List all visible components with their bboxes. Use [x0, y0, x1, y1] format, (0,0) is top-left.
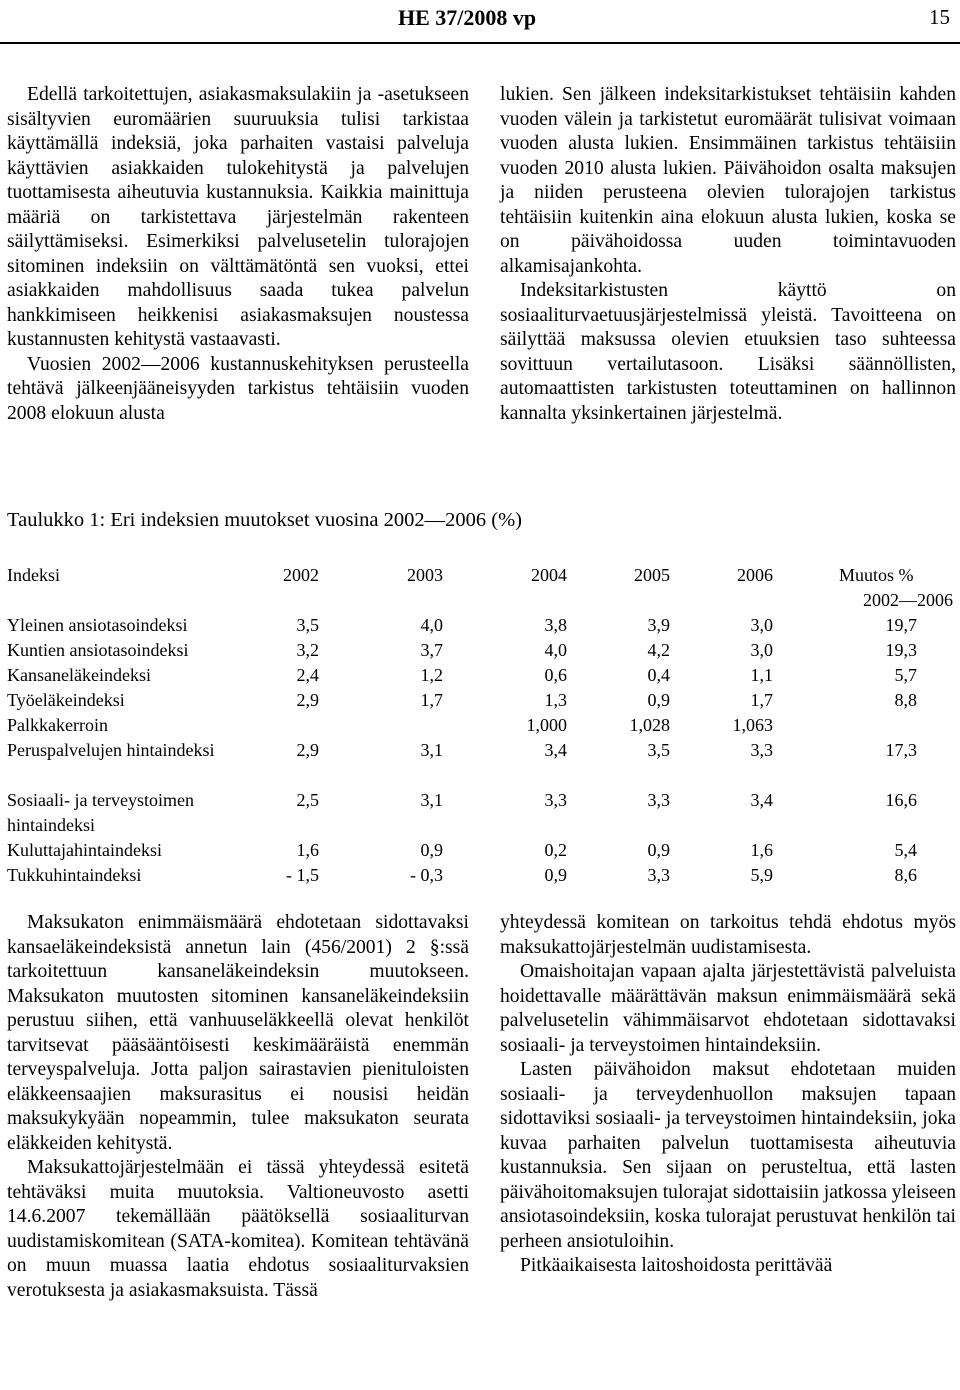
row-label: Peruspalvelujen hintaindeksi: [7, 740, 215, 760]
cell-2003: 3,7: [420, 640, 443, 660]
cell-2003: 3,1: [420, 740, 443, 760]
header-2003: 2003: [407, 565, 443, 585]
document-title: HE 37/2008 vp: [398, 5, 537, 30]
cell-2004: 1,000: [526, 715, 567, 735]
cell-2005: 0,9: [647, 690, 670, 710]
table-row: [7, 736, 955, 786]
cell-2004: 3,4: [544, 740, 567, 760]
cell-2006: 1,6: [750, 840, 773, 860]
cell-2006: 1,1: [750, 665, 773, 685]
index-table: [7, 561, 955, 886]
cell-muutos: 5,7: [894, 665, 917, 685]
row-label: Tukkuhintaindeksi: [7, 865, 142, 885]
table-row: [7, 836, 955, 861]
row-label: Yleinen ansiotasoindeksi: [7, 615, 188, 635]
table-row: [7, 786, 955, 836]
header-2004: 2004: [531, 565, 567, 585]
paragraph: Vuosien 2002—2006 kustannuskehityksen perusteella tehtävä jälkeenjääneisyyden tarkistus tehtäisiin vuoden 2008 elokuun alusta: [7, 353, 469, 424]
cell-2002: 2,4: [296, 665, 319, 685]
header-muutos-label: Muutos %: [839, 565, 914, 585]
header-2002: 2002: [283, 565, 319, 585]
row-label: Kansaneläkeindeksi: [7, 665, 151, 685]
cell-2003: 1,2: [420, 665, 443, 685]
cell-2002: - 1,5: [286, 865, 319, 885]
cell-2004: 4,0: [544, 640, 567, 660]
cell-muutos: 5,4: [894, 840, 917, 860]
table-row: [7, 686, 955, 711]
cell-2004: 3,3: [544, 790, 567, 810]
paragraph: lukien. Sen jälkeen indeksitarkistukset tehtäisiin kahden vuoden välein ja tarkistetut euromäärät tulisivat voimaan vuoden alusta lukien. Ensimmäinen tarkistus tehtäisiin vuoden 2010 alusta lukien. Päivähoidon osalta maksujen ja niiden perusteena olevien tulorajojen tarkistus tehtäisiin kuitenkin aina elokuun alusta lukien, koska se on päivähoidossa uuden toimintavuoden alkamisajankohta.: [500, 84, 956, 277]
cell-muutos: 17,3: [885, 740, 917, 760]
cell-2004: 1,3: [544, 690, 567, 710]
top-right-column: [500, 83, 956, 426]
cell-2002: 2,9: [296, 740, 319, 760]
table-row: [7, 636, 955, 661]
page-header: [0, 0, 960, 44]
paragraph: Indeksitarkistusten käyttö on sosiaaliturvaetuusjärjestelmissä yleistä. Tavoitteena on säilyttää maksussa olevien etuuksien taso suhteessa sovittuun vertailutasoon. Lisäksi säännöllisten, automaattisten tarkistusten toteuttaminen on hallinnon kannalta yksinkertainen järjestelmä.: [500, 280, 956, 424]
cell-2006: 1,7: [750, 690, 773, 710]
header-muutos: [839, 563, 955, 613]
cell-2002: 2,9: [296, 690, 319, 710]
cell-2003: 4,0: [420, 615, 443, 635]
cell-muutos: 8,6: [894, 865, 917, 885]
cell-muutos: 19,3: [885, 640, 917, 660]
table-row: [7, 661, 955, 686]
row-label: Palkkakerroin: [7, 715, 108, 735]
table-row: [7, 611, 955, 636]
top-left-column: [7, 83, 469, 426]
cell-2006: 3,4: [750, 790, 773, 810]
bottom-right-column: [500, 911, 956, 1279]
cell-2006: 3,0: [750, 615, 773, 635]
cell-2006: 1,063: [732, 715, 773, 735]
cell-2003: 0,9: [420, 840, 443, 860]
table-header-row: [7, 561, 955, 611]
cell-2004: 0,9: [544, 865, 567, 885]
cell-muutos: 19,7: [885, 615, 917, 635]
cell-2005: 0,4: [647, 665, 670, 685]
header-muutos-period: 2002—2006: [863, 590, 953, 610]
cell-2002: 3,5: [296, 615, 319, 635]
cell-2005: 4,2: [647, 640, 670, 660]
paragraph: Maksukaton enimmäismäärä ehdotetaan sidottavaksi kansaeläkeindeksistä annetun lain (456/2001) 2 §:ssä tarkoitettuun kansaneläkeindeksin muutokseen. Maksukaton muutosten sitominen kansaneläkeindeksiin perustuu siihen, että vanhuuseläkkeellä olevat henkilöt tarvitsevat pääsääntöisesti keskimääräistä enemmän terveyspalveluja. Jotta paljon sairastavien pienituloisten eläkkeensaajien maksurasitus ei nousisi heidän maksukykyään nopeammin, tulee maksukaton seurata eläkkeiden kehitystä.: [7, 912, 469, 1154]
page-number: 15: [929, 5, 950, 29]
paragraph: yhteydessä komitean on tarkoitus tehdä ehdotus myös maksukattojärjestelmän uudistamisesta.: [500, 912, 956, 958]
cell-2005: 3,5: [647, 740, 670, 760]
paragraph: Maksukattojärjestelmään ei tässä yhteydessä esitetä tehtäväksi muita muutoksia. Valtioneuvosto asetti 14.6.2007 tekemällään päätöksellä sosiaaliturvan uudistamiskomitean (SATA-komitea). Komitean tehtävänä on muun muassa laatia ehdotus sosiaaliturvaksien verotuksesta ja asiakasmaksuista. Tässä: [7, 1157, 469, 1301]
paragraph: Omaishoitajan vapaan ajalta järjestettävistä palveluista hoidettavalle määrättävän maksun enimmäismäärä sekä palvelusetelin vähimmäisarvot ehdotetaan sidottavaksi sosiaali- ja terveystoimen hintaindeksiin.: [500, 961, 956, 1056]
cell-2003: 3,1: [420, 790, 443, 810]
header-2005: 2005: [634, 565, 670, 585]
cell-2004: 0,2: [544, 840, 567, 860]
table-row: [7, 861, 955, 886]
cell-2003: - 0,3: [410, 865, 443, 885]
cell-2006: 3,0: [750, 640, 773, 660]
cell-2006: 5,9: [750, 865, 773, 885]
cell-2006: 3,3: [750, 740, 773, 760]
cell-2004: 0,6: [544, 665, 567, 685]
row-label: Työeläkeindeksi: [7, 690, 125, 710]
cell-2002: 3,2: [296, 640, 319, 660]
paragraph: Pitkäaikaisesta laitoshoidosta perittävää: [520, 1255, 833, 1276]
cell-muutos: 8,8: [894, 690, 917, 710]
cell-2005: 3,3: [647, 790, 670, 810]
table-row: [7, 711, 955, 736]
header-2006: 2006: [737, 565, 773, 585]
cell-2003: 1,7: [420, 690, 443, 710]
cell-2002: 1,6: [296, 840, 319, 860]
paragraph: Lasten päivähoidon maksut ehdotetaan muiden sosiaali- ja terveydenhuollon maksujen tapaan sidottaviksi sosiaali- ja terveystoimen hintaindeksiin, joka kuvaa parhaiten palvelun tuottamisesta aiheutuvia kustannuksia. Sen sijaan on perusteltua, että lasten päivähoitomaksujen tulorajat sidottaisiin jatkossa yleiseen ansiotasoindeksiin, koska tulorajat perustuvat henkilön tai perheen ansiotuloihin.: [500, 1059, 957, 1252]
paragraph: Edellä tarkoitettujen, asiakasmaksulakiin ja -asetukseen sisältyvien euromäärien suuruuksia tulisi tarkistaa käyttämällä indeksiä, joka parhaiten vastaisi palveluja käyttävien asiakkaiden tulokehitystä ja palvelujen tuottamisesta aiheutuvia kustannuksia. Kaikkia mainittuja määriä on tarkistettava järjestelmän rakenteen säilyttämiseksi. Esimerkiksi palvelusetelin tulorajojen sitominen indeksiin on välttämätöntä sen vuoksi, ettei asiakkaiden mahdollisuus saada tukea palvelun hankkimiseen heikkenisi asiakasmaksujen noustessa kustannusten kehitystä vastaavasti.: [7, 84, 469, 350]
row-label: Sosiaali- ja terveystoimen hintaindeksi: [7, 790, 194, 835]
cell-muutos: 16,6: [885, 790, 917, 810]
cell-2005: 3,9: [647, 615, 670, 635]
cell-2002: 2,5: [296, 790, 319, 810]
row-label: Kuluttajahintaindeksi: [7, 840, 162, 860]
cell-2005: 1,028: [629, 715, 670, 735]
bottom-left-column: [7, 911, 469, 1303]
table-caption: Taulukko 1: Eri indeksien muutokset vuosina 2002—2006 (%): [7, 509, 522, 531]
header-indeksi: Indeksi: [7, 565, 60, 585]
cell-2004: 3,8: [544, 615, 567, 635]
cell-2005: 3,3: [647, 865, 670, 885]
cell-2005: 0,9: [647, 840, 670, 860]
row-label: Kuntien ansiotasoindeksi: [7, 640, 189, 660]
